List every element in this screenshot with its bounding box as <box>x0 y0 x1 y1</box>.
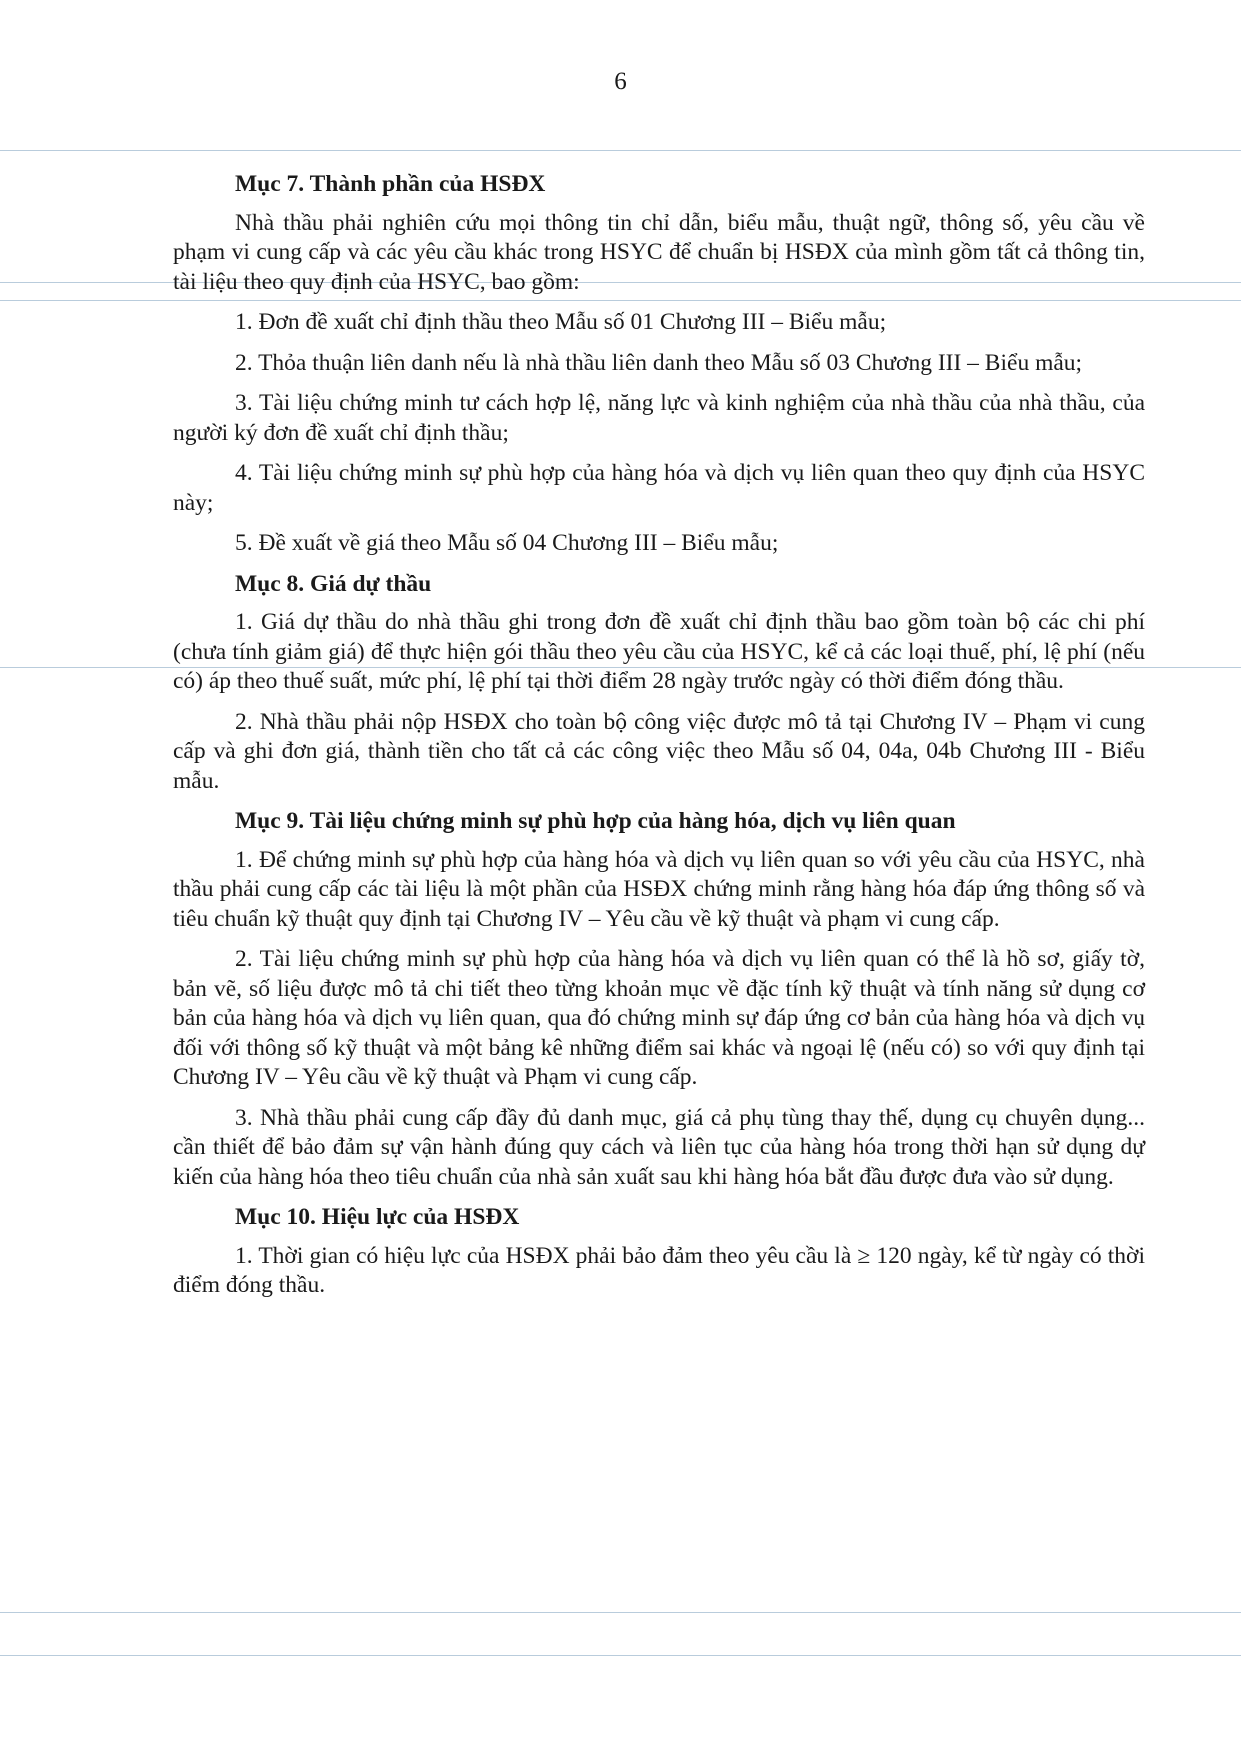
section-heading: Mục 8. Giá dự thầu <box>235 570 432 597</box>
list-item: 3. Nhà thầu phải cung cấp đầy đủ danh mục, giá cả phụ tùng thay thế, dụng cụ chuyên dụng... cần thiết để bảo đảm sự vận hành đúng quy cách và liên tục của hàng hóa trong thời hạn sử dụng dự kiến của hàng hóa theo tiêu chuẩn của nhà sản xuất sau khi hàng hóa bắt đầu được đưa vào sử dụng. <box>173 1104 1145 1190</box>
list-item: 1. Để chứng minh sự phù hợp của hàng hóa và dịch vụ liên quan so với yêu cầu của HSYC, nhà thầu phải cung cấp các tài liệu là một phần của HSĐX chứng minh rằng hàng hóa đáp ứng thông số và tiêu chuẩn kỹ thuật quy định tại Chương IV – Yêu cầu về kỹ thuật và phạm vi cung cấp. <box>173 846 1145 932</box>
scan-line <box>0 1655 1241 1656</box>
list-item: 1. Đơn đề xuất chỉ định thầu theo Mẫu số 01 Chương III – Biểu mẫu; <box>235 309 887 335</box>
section-heading: Mục 9. Tài liệu chứng minh sự phù hợp của hàng hóa, dịch vụ liên quan <box>235 808 956 834</box>
list-item: 1. Giá dự thầu do nhà thầu ghi trong đơn đề xuất chỉ định thầu bao gồm toàn bộ các chi phí (chưa tính giảm giá) để thực hiện gói thầu theo yêu cầu của HSYC, kể cả các loại thuế, phí, lệ phí (nếu có) áp theo thuế suất, mức phí, lệ phí tại thời điểm 28 ngày trước ngày có thời điểm đóng thầu. <box>173 609 1145 694</box>
scan-line <box>0 150 1241 151</box>
page-number: 6 <box>614 68 627 95</box>
section-muc-7 <box>173 170 1145 559</box>
list-item: 5. Đề xuất về giá theo Mẫu số 04 Chương III – Biểu mẫu; <box>235 530 779 556</box>
scan-line <box>0 1612 1241 1613</box>
section-heading: Mục 7. Thành phần của HSĐX <box>235 171 546 197</box>
list-item: 2. Tài liệu chứng minh sự phù hợp của hàng hóa và dịch vụ liên quan có thể là hồ sơ, giấy tờ, bản vẽ, số liệu được mô tả chi tiết theo từng khoản mục về đặc tính kỹ thuật và tính năng sử dụng cơ bản của hàng hóa và dịch vụ liên quan, qua đó chứng minh sự đáp ứng cơ bản của hàng hóa và dịch vụ đối với thông số kỹ thuật và một bảng kê những điểm sai khác và ngoại lệ (nếu có) so với quy định tại Chương IV – Yêu cầu về kỹ thuật và Phạm vi cung cấp. <box>173 946 1145 1090</box>
list-item: 2. Thỏa thuận liên danh nếu là nhà thầu liên danh theo Mẫu số 03 Chương III – Biểu mẫu; <box>235 349 1083 376</box>
document-body <box>173 170 1145 1312</box>
list-item: 4. Tài liệu chứng minh sự phù hợp của hàng hóa và dịch vụ liên quan theo quy định của HSYC này; <box>173 460 1145 516</box>
section-muc-10 <box>173 1203 1145 1301</box>
list-item: 2. Nhà thầu phải nộp HSĐX cho toàn bộ công việc được mô tả tại Chương IV – Phạm vi cung cấp và ghi đơn giá, thành tiền cho tất cả các công việc theo Mẫu số 04, 04a, 04b Chương III - Biểu mẫu. <box>173 708 1145 794</box>
paragraph: Nhà thầu phải nghiên cứu mọi thông tin chỉ dẫn, biểu mẫu, thuật ngữ, thông số, yêu cầu về phạm vi cung cấp và các yêu cầu khác trong HSYC để chuẩn bị HSĐX của mình gồm tất cả thông tin, tài liệu theo quy định của HSYC, bao gồm: <box>173 209 1145 295</box>
list-item: 3. Tài liệu chứng minh tư cách hợp lệ, năng lực và kinh nghiệm của nhà thầu của nhà thầu, của người ký đơn đề xuất chỉ định thầu; <box>173 390 1145 446</box>
section-heading: Mục 10. Hiệu lực của HSĐX <box>235 1204 520 1230</box>
section-muc-9 <box>173 807 1145 1192</box>
list-item: 1. Thời gian có hiệu lực của HSĐX phải bảo đảm theo yêu cầu là ≥ 120 ngày, kể từ ngày có thời điểm đóng thầu. <box>173 1242 1145 1298</box>
section-muc-8 <box>173 570 1145 797</box>
